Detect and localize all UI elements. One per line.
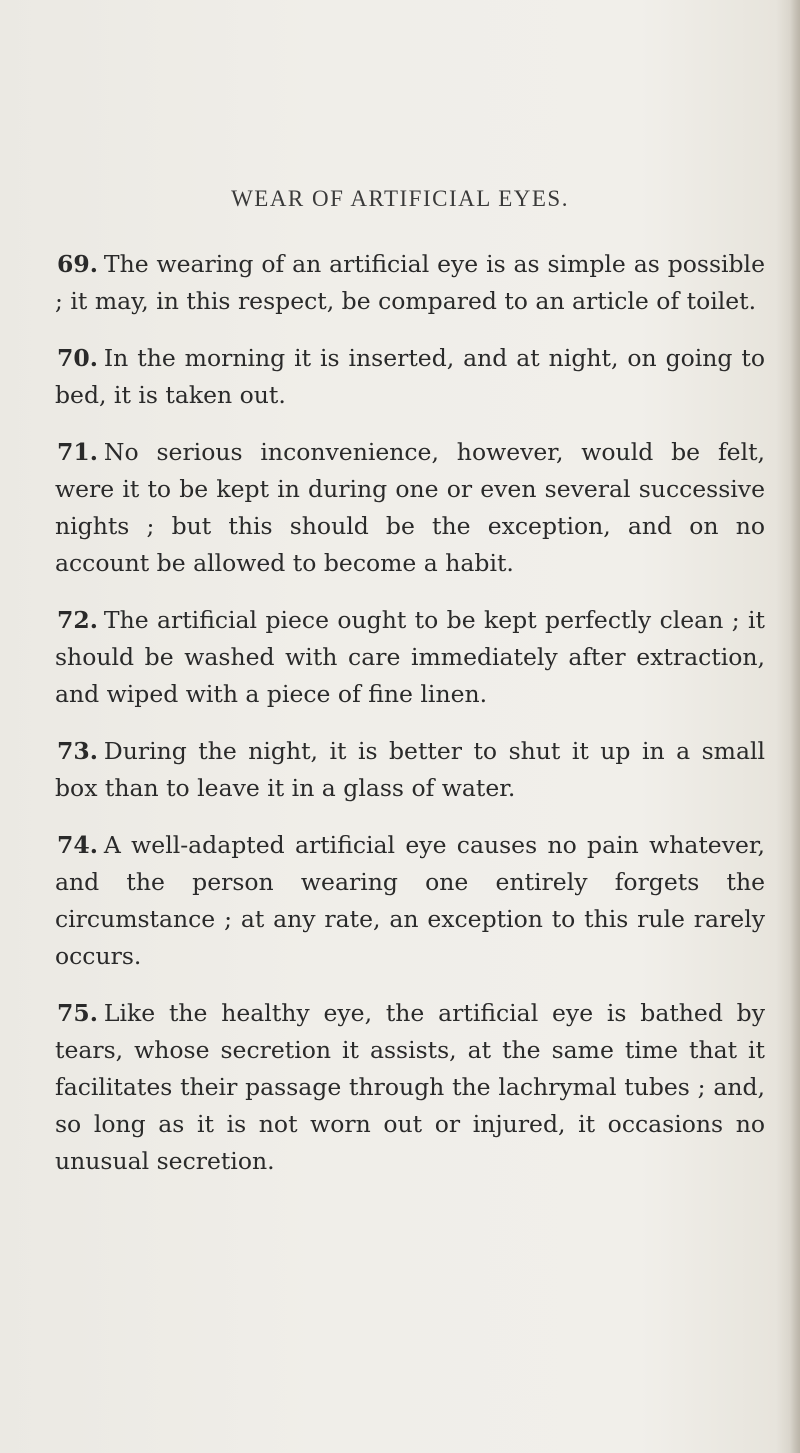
- paragraph-74: [55, 827, 765, 975]
- paragraph-text: A well-adapted artificial eye causes no pain whatever, and the person wearing one entirely forgets the circumstance ; at any rate, an exception to this rule rarely occurs.: [55, 831, 765, 970]
- paragraph-text: During the night, it is better to shut it up in a small box than to leave it in a glass of water.: [55, 737, 765, 802]
- running-head: WEAR OF ARTIFICIAL EYES.: [231, 186, 569, 211]
- paragraph-number: 73.: [57, 737, 98, 765]
- paragraph-text: In the morning it is inserted, and at night, on going to bed, it is taken out.: [55, 344, 765, 409]
- paragraph-73: [55, 733, 765, 807]
- paragraph-number: 75.: [57, 999, 98, 1027]
- paragraph-text: The wearing of an artificial eye is as simple as possible ; it may, in this respect, be compared to an article of toilet.: [55, 250, 765, 315]
- paragraph-text: The artificial piece ought to be kept perfectly clean ; it should be washed with care immediately after extraction, and wiped with a piece of fine linen.: [55, 606, 765, 708]
- paragraph-text: Like the healthy eye, the artificial eye is bathed by tears, whose secretion it assists, at the same time that it facilitates their passage through the lachrymal tubes ; and, so long as it is not worn out or injured, it occasions no unusual secretion.: [55, 999, 765, 1175]
- paragraph-number: 72.: [57, 606, 98, 634]
- paragraph-number: 74.: [57, 831, 98, 859]
- page-edge-shadow: [790, 0, 800, 1453]
- paragraph-number: 71.: [57, 438, 98, 466]
- paragraph-number: 70.: [57, 344, 98, 372]
- paragraph-69: [55, 246, 765, 320]
- paragraph-72: [55, 602, 765, 713]
- paragraph-71: [55, 434, 765, 582]
- paragraph-70: [55, 340, 765, 414]
- paragraph-number: 69.: [57, 250, 98, 278]
- page-body: [55, 246, 765, 1200]
- paragraph-75: [55, 995, 765, 1180]
- paragraph-text: No serious inconvenience, however, would be felt, were it to be kept in during one or even several successive nights ; but this should be the exception, and on no account be allowed to become a habit.: [55, 438, 765, 577]
